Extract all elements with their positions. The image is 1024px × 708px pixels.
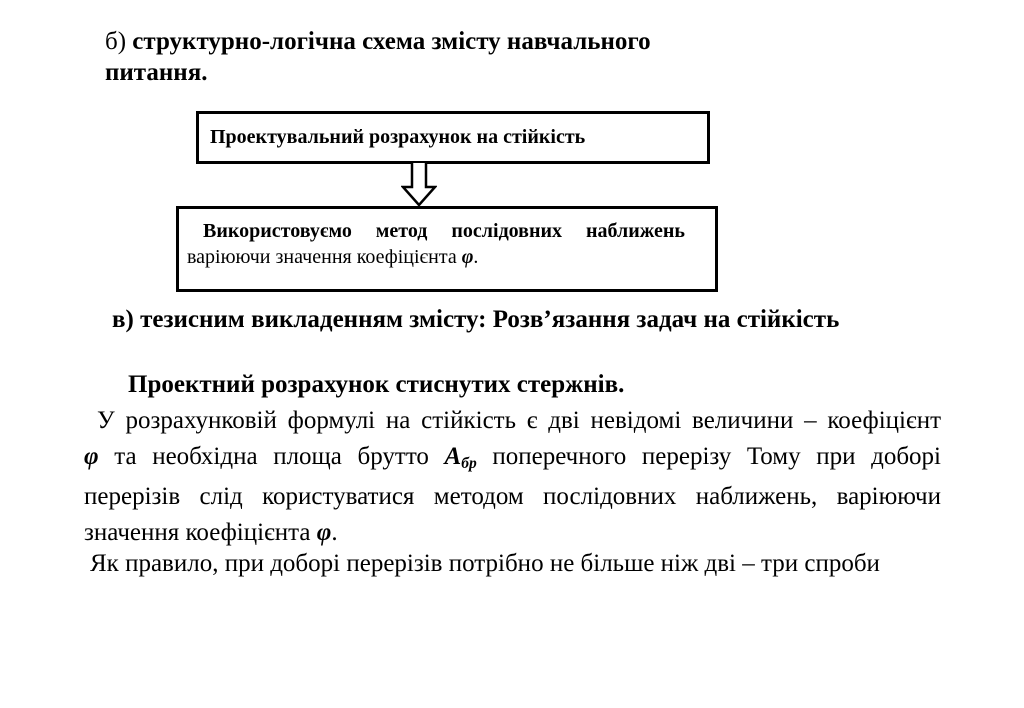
phi-symbol: φ	[316, 519, 332, 547]
heading-line-2: питання.	[105, 59, 208, 86]
subheading-design-calculation: Проектний розрахунок стиснутих стержнів.	[128, 371, 625, 398]
diagram-box2-line2-period: .	[473, 246, 479, 268]
paragraph-line-4	[84, 515, 941, 551]
down-arrow-icon	[401, 163, 437, 207]
paragraph-line-2	[84, 439, 941, 478]
section-heading-v: в) тезисним викладенням змісту: Розв’язання задач на стійкість	[112, 306, 840, 333]
phi-symbol: φ	[461, 246, 474, 268]
closing-line: Як правило, при доборі перерізів потрібно не більше ніж дві – три спроби	[90, 550, 880, 577]
area-symbol: А	[444, 443, 462, 471]
diagram-box-successive-approximations	[176, 206, 718, 292]
body-paragraph	[84, 403, 941, 552]
heading-bold-text: структурно-логічна схема змісту навчального	[132, 28, 651, 55]
diagram-box2-line1: Використовуємо метод послідовних наближень	[203, 220, 685, 242]
paragraph-line-4-period: .	[331, 519, 338, 547]
diagram-box2-line2	[187, 244, 715, 270]
paragraph-line-4-text: значення коефіцієнта	[84, 519, 317, 547]
heading-prefix: б)	[105, 28, 127, 55]
diagram-box2-line2-text: варіюючи значення коефіцієнта	[187, 246, 462, 268]
paragraph-line-2-text-b: поперечного перерізу Тому при доборі	[476, 443, 941, 471]
heading-line-1	[105, 26, 745, 57]
paragraph-line-3: перерізів слід користуватися методом послідовних наближень, варіюючи	[84, 482, 941, 510]
diagram-box-design-calculation	[196, 111, 710, 164]
phi-symbol: φ	[84, 443, 99, 471]
section-heading-b	[105, 26, 745, 88]
area-subscript: бр	[461, 455, 477, 473]
paragraph-line-1: У розрахунковій формулі на стійкість є дві невідомі величини – коефіцієнт	[97, 407, 941, 434]
diagram-box1-label: Проектувальний розрахунок на стійкість	[210, 126, 586, 148]
paragraph-line-2-text-a: та необхідна площа брутто	[98, 443, 445, 471]
